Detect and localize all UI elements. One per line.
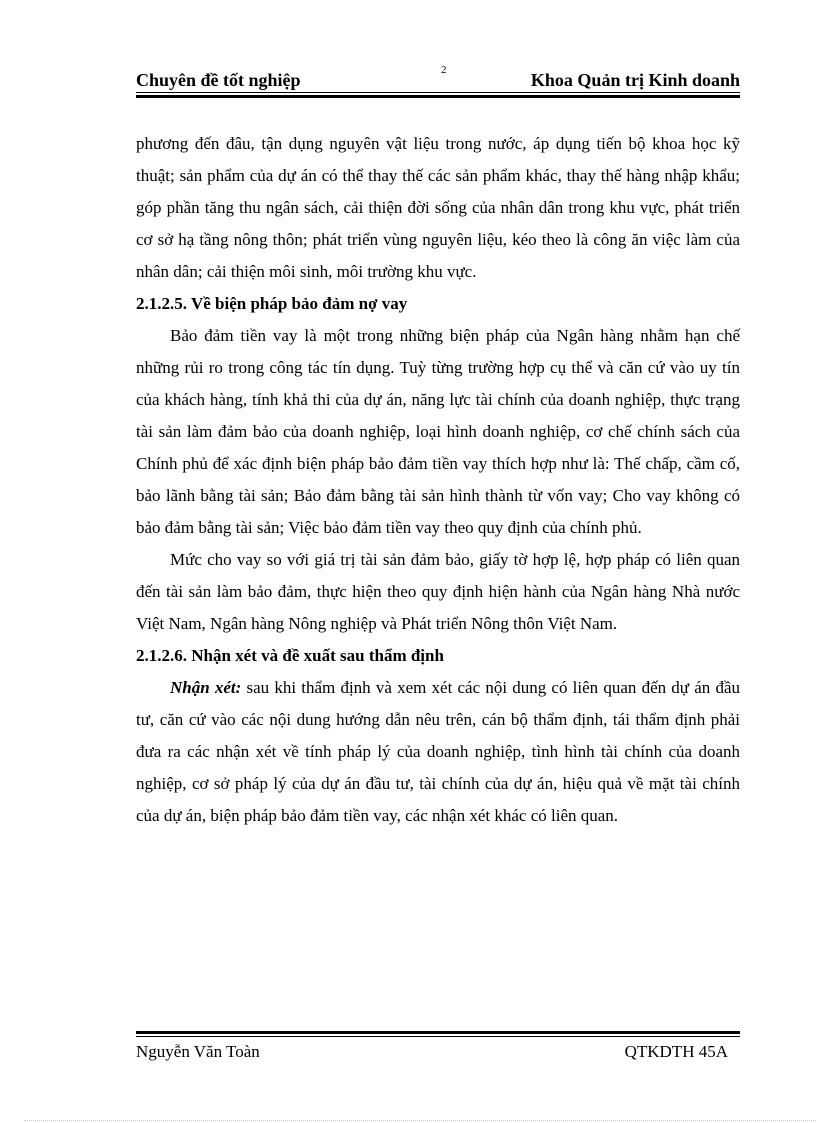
paragraph-loan-level: Mức cho vay so với giá trị tài sản đảm bảo, giấy tờ hợp lệ, hợp pháp có liên quan đến tài sản làm bảo đảm, thực hiện theo quy định hiện hành của Ngân hàng Nhà nước Việt Nam, Ngân hàng Nông nghiệp và Phát triển Nông thôn Việt Nam. [136,550,740,633]
footer-class-code: QTKDTH 45A [624,1042,728,1061]
footer-rule-thin [136,1036,740,1037]
footer-author: Nguyễn Văn Toàn [136,1042,260,1061]
paragraph-continued: phương đến đâu, tận dụng nguyên vật liệu trong nước, áp dụng tiến bộ khoa học kỹ thuật; sản phẩm của dự án có thể thay thế các sản phẩm khác, thay thế hàng nhập khẩu; góp phần tăng thu ngân sách, cải thiện đời sống của nhân dân trong khu vực, phát triển cơ sở hạ tầng nông thôn; phát triển vùng nguyên liệu, kéo theo là công ăn việc làm của nhân dân; cải thiện môi sinh, môi trường khu vực. [136,134,740,281]
header-rule-thick [136,95,740,98]
header-faculty: Khoa Quản trị Kinh doanh [530,70,740,90]
footer-rule-thick [136,1031,740,1034]
page-number: 2 [441,64,447,76]
paragraph-loan-security: Bảo đảm tiền vay là một trong những biện pháp của Ngân hàng nhằm hạn chế những rủi ro trong công tác tín dụng. Tuỳ từng trường hợp cụ thể và căn cứ vào uy tín của khách hàng, tính khả thi của dự án, năng lực tài chính của doanh nghiệp, thực trạng tài sản làm đảm bảo của doanh nghiệp, loại hình doanh nghiệp, cơ chế chính sách của Chính phủ để xác định biện pháp bảo đảm tiền vay thích hợp như là: Thế chấp, cầm cố, bảo lãnh bằng tài sản; Bảo đảm bằng tài sản hình thành từ vốn vay; Cho vay không có bảo đảm bằng tài sản; Việc bảo đảm tiền vay theo quy định của chính phủ. [136,326,740,537]
paragraph-assessment [136,672,740,832]
header-document-type: Chuyên đề tốt nghiệp [136,70,301,90]
section-heading-assessment: 2.1.2.6. Nhận xét và đề xuất sau thẩm định [136,646,444,665]
header-rule-thin [136,92,740,93]
page-footer [136,1042,740,1066]
section-heading-loan-security: 2.1.2.5. Về biện pháp bảo đảm nợ vay [136,294,408,313]
page-body [136,128,740,832]
assessment-text: sau khi thẩm định và xem xét các nội dung có liên quan đến dự án đầu tư, căn cứ vào các nội dung hướng dẫn nêu trên, cán bộ thẩm định, tái thẩm định phải đưa ra các nhận xét về tính pháp lý của doanh nghiệp, tình hình tài chính của doanh nghiệp, cơ sở pháp lý của dự án đầu tư, tài chính của dự án, hiệu quả về mặt tài chính của dự án, biện pháp bảo đảm tiền vay, các nhận xét khác có liên quan. [136,678,740,825]
page-edge-divider [24,1120,816,1121]
page-header [136,64,740,92]
assessment-lead: Nhận xét: [170,678,242,697]
